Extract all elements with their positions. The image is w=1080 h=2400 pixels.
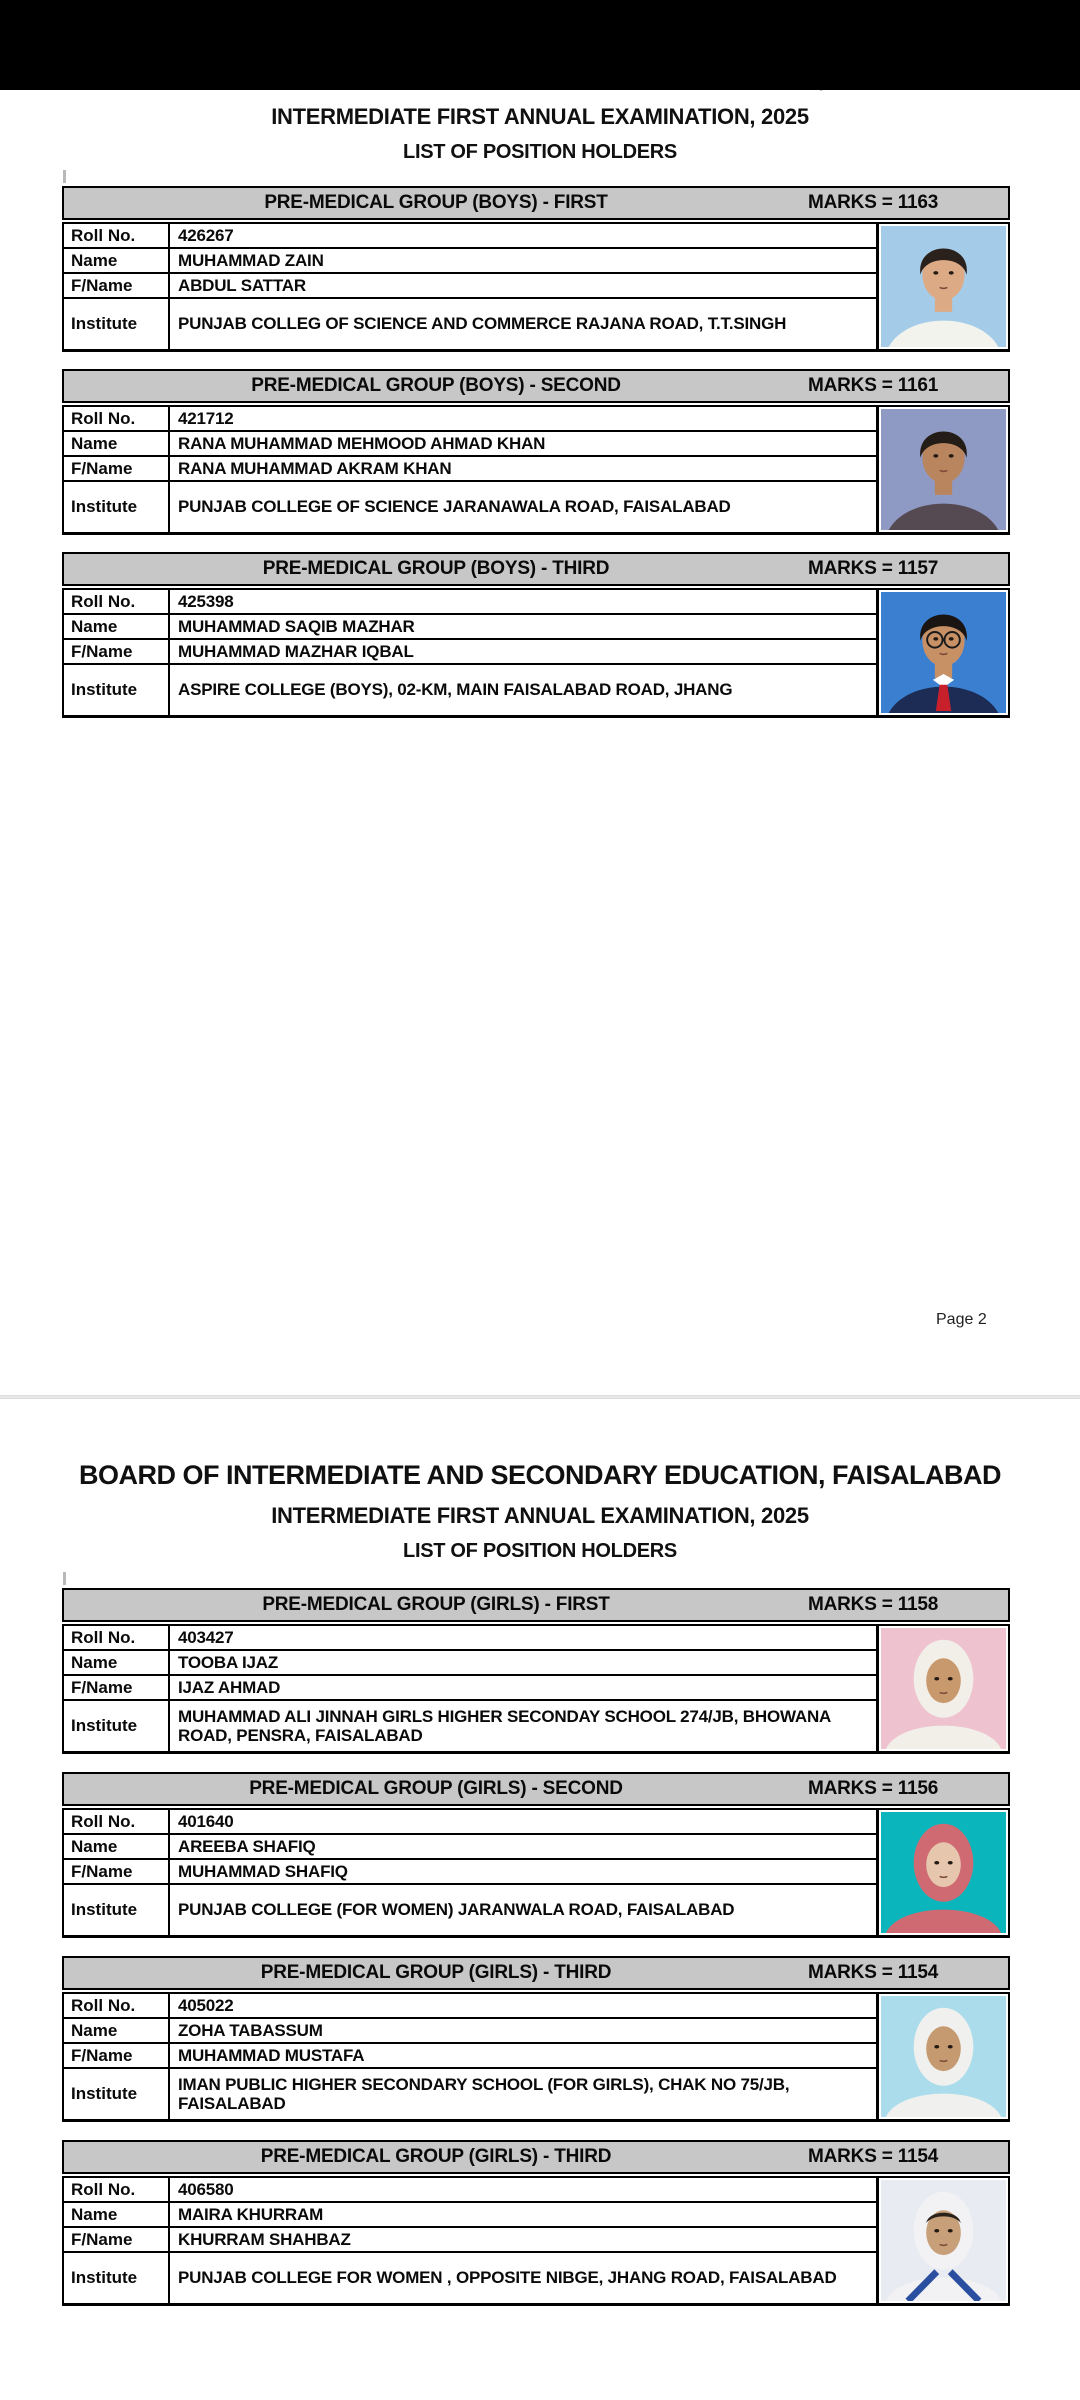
page2-list-title: LIST OF POSITION HOLDERS <box>403 1540 677 1562</box>
holder-details <box>62 2176 1010 2306</box>
roll-value: 425398 <box>178 591 234 611</box>
name-value: MUHAMMAD SAQIB MAZHAR <box>178 616 415 636</box>
fname-row <box>64 274 876 299</box>
name-label: Name <box>64 1651 170 1674</box>
student-photo <box>876 590 1008 715</box>
roll-label: Roll No. <box>64 224 170 247</box>
fname-row <box>64 1860 876 1885</box>
institute-value: ASPIRE COLLEGE (BOYS), 02-KM, MAIN FAISALABAD ROAD, JHANG <box>178 680 733 700</box>
fname-value: MUHAMMAD MAZHAR IQBAL <box>178 641 414 661</box>
fname-label: F/Name <box>64 274 170 297</box>
position-holder-table <box>62 1588 1010 1754</box>
institute-value: PUNJAB COLLEGE (FOR WOMEN) JARANWALA ROAD, FAISALABAD <box>178 1900 735 1920</box>
institute-row <box>64 1701 876 1751</box>
fname-value: MUHAMMAD MUSTAFA <box>178 2045 365 2065</box>
cursor-tick-page1 <box>63 170 66 183</box>
group-header-bar <box>62 1772 1010 1806</box>
roll-value: 401640 <box>178 1811 234 1831</box>
name-row <box>64 2019 876 2044</box>
institute-label: Institute <box>64 1701 170 1751</box>
roll-value: 405022 <box>178 1995 234 2015</box>
roll-value: 406580 <box>178 2179 234 2199</box>
fname-row <box>64 457 876 482</box>
institute-label: Institute <box>64 2253 170 2303</box>
page1-list-title: LIST OF POSITION HOLDERS <box>403 141 677 163</box>
fname-row <box>64 1676 876 1701</box>
fname-value: MUHAMMAD SHAFIQ <box>178 1861 348 1881</box>
fname-label: F/Name <box>64 457 170 480</box>
position-holder-table <box>62 2140 1010 2306</box>
group-title: PRE-MEDICAL GROUP (GIRLS) - THIRD <box>260 1962 612 1983</box>
group-title: PRE-MEDICAL GROUP (BOYS) - SECOND <box>251 375 621 396</box>
name-label: Name <box>64 2203 170 2226</box>
fname-label: F/Name <box>64 2044 170 2067</box>
name-value: TOOBA IJAZ <box>178 1652 279 1672</box>
page1-exam-title: INTERMEDIATE FIRST ANNUAL EXAMINATION, 2025 <box>271 104 809 129</box>
institute-value: MUHAMMAD ALI JINNAH GIRLS HIGHER SECONDAY SCHOOL 274/JB, BHOWANA ROAD, PENSRA, FAISALABAD <box>178 1706 831 1745</box>
institute-row <box>64 665 876 715</box>
fname-value: KHURRAM SHAHBAZ <box>178 2229 351 2249</box>
roll-row <box>64 407 876 432</box>
holder-details <box>62 405 1010 535</box>
student-photo <box>876 1810 1008 1935</box>
holder-details <box>62 1624 1010 1754</box>
institute-label: Institute <box>64 2069 170 2119</box>
name-label: Name <box>64 249 170 272</box>
fname-label: F/Name <box>64 2228 170 2251</box>
group-header-bar <box>62 186 1010 220</box>
roll-label: Roll No. <box>64 407 170 430</box>
holder-details <box>62 588 1010 718</box>
roll-row <box>64 2178 876 2203</box>
fname-row <box>64 2228 876 2253</box>
marks-value: MARKS = 1156 <box>808 1778 939 1799</box>
institute-label: Institute <box>64 299 170 349</box>
position-holder-table <box>62 1772 1010 1938</box>
roll-label: Roll No. <box>64 1626 170 1649</box>
name-value: AREEBA SHAFIQ <box>178 1836 316 1856</box>
name-label: Name <box>64 1835 170 1858</box>
name-row <box>64 249 876 274</box>
roll-value: 421712 <box>178 408 234 428</box>
position-holder-table <box>62 186 1010 352</box>
fname-value: ABDUL SATTAR <box>178 275 306 295</box>
institute-row <box>64 482 876 532</box>
roll-row <box>64 590 876 615</box>
cursor-tick-page2 <box>63 1572 66 1585</box>
group-header-bar <box>62 552 1010 586</box>
name-value: ZOHA TABASSUM <box>178 2020 323 2040</box>
page2-board-title: BOARD OF INTERMEDIATE AND SECONDARY EDUCATION, FAISALABAD <box>78 1460 1001 1490</box>
name-label: Name <box>64 2019 170 2042</box>
roll-row <box>64 1626 876 1651</box>
institute-value: PUNJAB COLLEGE FOR WOMEN , OPPOSITE NIBGE, JHANG ROAD, FAISALABAD <box>178 2268 837 2288</box>
fname-label: F/Name <box>64 640 170 663</box>
marks-value: MARKS = 1161 <box>808 375 939 396</box>
group-title: PRE-MEDICAL GROUP (GIRLS) - THIRD <box>260 2146 612 2167</box>
institute-row <box>64 2069 876 2119</box>
group-title: PRE-MEDICAL GROUP (GIRLS) - FIRST <box>262 1594 610 1615</box>
marks-value: MARKS = 1158 <box>808 1594 939 1615</box>
roll-label: Roll No. <box>64 2178 170 2201</box>
position-holder-table <box>62 1956 1010 2122</box>
institute-row <box>64 2253 876 2303</box>
page-number: Page 2 <box>936 1311 987 1328</box>
fname-label: F/Name <box>64 1676 170 1699</box>
roll-label: Roll No. <box>64 590 170 613</box>
marks-value: MARKS = 1154 <box>808 2146 939 2167</box>
student-photo <box>876 2178 1008 2303</box>
top-black-bar <box>0 0 1080 90</box>
name-value: MUHAMMAD ZAIN <box>178 250 324 270</box>
group-title: PRE-MEDICAL GROUP (BOYS) - FIRST <box>264 192 608 213</box>
student-photo <box>876 1626 1008 1751</box>
holder-details <box>62 222 1010 352</box>
institute-value: IMAN PUBLIC HIGHER SECONDARY SCHOOL (FOR GIRLS), CHAK NO 75/JB, FAISALABAD <box>178 2074 790 2113</box>
roll-row <box>64 1994 876 2019</box>
holder-details <box>62 1992 1010 2122</box>
fname-row <box>64 2044 876 2069</box>
group-header-bar <box>62 369 1010 403</box>
name-value: RANA MUHAMMAD MEHMOOD AHMAD KHAN <box>178 433 546 453</box>
roll-row <box>64 224 876 249</box>
marks-value: MARKS = 1163 <box>808 192 939 213</box>
name-row <box>64 1651 876 1676</box>
group-title: PRE-MEDICAL GROUP (GIRLS) - SECOND <box>249 1778 623 1799</box>
institute-label: Institute <box>64 482 170 532</box>
position-holder-table <box>62 552 1010 718</box>
institute-value: PUNJAB COLLEGE OF SCIENCE JARANAWALA ROAD, FAISALABAD <box>178 497 731 517</box>
group-title: PRE-MEDICAL GROUP (BOYS) - THIRD <box>262 558 610 579</box>
name-label: Name <box>64 432 170 455</box>
institute-row <box>64 299 876 349</box>
holder-details <box>62 1808 1010 1938</box>
roll-row <box>64 1810 876 1835</box>
position-holder-table <box>62 369 1010 535</box>
student-photo <box>876 407 1008 532</box>
fname-label: F/Name <box>64 1860 170 1883</box>
page-separator <box>0 1395 1080 1399</box>
name-value: MAIRA KHURRAM <box>178 2204 324 2224</box>
institute-label: Institute <box>64 665 170 715</box>
roll-value: 403427 <box>178 1627 234 1647</box>
group-header-bar <box>62 1588 1010 1622</box>
name-row <box>64 1835 876 1860</box>
institute-value: PUNJAB COLLEG OF SCIENCE AND COMMERCE RAJANA ROAD, T.T.SINGH <box>178 314 787 334</box>
group-header-bar <box>62 1956 1010 1990</box>
roll-label: Roll No. <box>64 1994 170 2017</box>
fname-value: RANA MUHAMMAD AKRAM KHAN <box>178 458 452 478</box>
group-header-bar <box>62 2140 1010 2174</box>
name-row <box>64 615 876 640</box>
marks-value: MARKS = 1157 <box>808 558 939 579</box>
name-label: Name <box>64 615 170 638</box>
fname-value: IJAZ AHMAD <box>178 1677 281 1697</box>
institute-row <box>64 1885 876 1935</box>
institute-label: Institute <box>64 1885 170 1935</box>
page2-exam-title: INTERMEDIATE FIRST ANNUAL EXAMINATION, 2025 <box>271 1503 809 1528</box>
roll-value: 426267 <box>178 225 234 245</box>
student-photo <box>876 1994 1008 2119</box>
roll-label: Roll No. <box>64 1810 170 1833</box>
student-photo <box>876 224 1008 349</box>
name-row <box>64 432 876 457</box>
marks-value: MARKS = 1154 <box>808 1962 939 1983</box>
name-row <box>64 2203 876 2228</box>
fname-row <box>64 640 876 665</box>
